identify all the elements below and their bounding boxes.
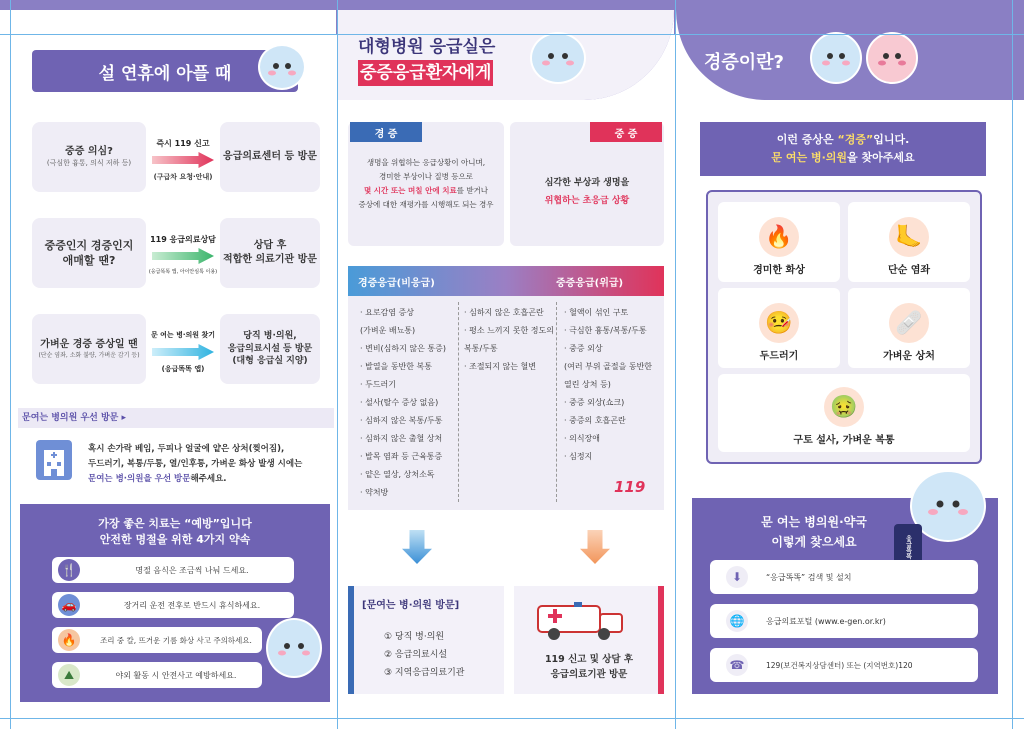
grade-col-3 <box>564 304 662 466</box>
row-2-destination <box>220 218 320 288</box>
right-title: 경증이란? <box>704 52 784 73</box>
row-2-dest: 상담 후 <box>253 240 287 251</box>
mild-symptom-1: · 요로감염 증상 <box>360 308 414 317</box>
food-icon: 🍴 <box>58 559 80 581</box>
row-2-arrow <box>152 248 214 264</box>
card-burn-label: 경미한 화상 <box>753 265 805 276</box>
row-3-condition <box>32 314 146 384</box>
wound-icon: 🩹 <box>889 303 929 343</box>
find-title-2: 이렇게 찾으세요 <box>771 535 857 549</box>
severe-label: 중 증 <box>590 122 662 142</box>
promise-3-text: 조리 중 칼, 뜨거운 기름 화상 사고 주의하세요. <box>100 635 252 645</box>
grade-col-1 <box>360 304 458 502</box>
severe-symptom-8: · 의식장애 <box>564 434 600 443</box>
mid-symptom-3: 복통/두통 <box>464 344 498 353</box>
middle-title-1: 대형병원 응급실은 <box>358 37 496 57</box>
row-3-arrow-sub: (응급똑똑 앱) <box>161 365 205 373</box>
row-3-dest: 당직 병·의원, <box>243 331 297 342</box>
logo-119: 119 <box>614 478 646 496</box>
ambulance-icon <box>534 598 644 644</box>
priority-text <box>88 442 328 487</box>
mild-symptom-2: (가벼운 배뇨통) <box>360 326 416 335</box>
card-burn <box>718 202 840 282</box>
way-2-text: 응급의료포털 (www.e-gen.or.kr) <box>766 616 886 626</box>
divider-1 <box>458 302 459 502</box>
app-badge: 응급똑똑 <box>894 524 922 570</box>
card-wound-label: 가벼운 상처 <box>883 351 935 362</box>
priority-highlight: 문여는 병·의원을 우선 방문 <box>88 474 191 484</box>
grade-left: 경증응급(비응급) <box>358 278 435 289</box>
card-sprain-label: 단순 염좌 <box>887 265 931 276</box>
find-title-1: 문 여는 병의원·약국 <box>761 515 867 529</box>
severe-symptom-5: 열린 상처 등) <box>564 380 611 389</box>
hives-icon: 🤒 <box>759 303 799 343</box>
guide-fold-1 <box>337 0 338 729</box>
row-3-dest-sub: 응급의료시설 등 방문 <box>227 343 313 354</box>
right-panel <box>676 0 1024 729</box>
priority-line-1: 혹시 손가락 베임, 두피나 얼굴에 얕은 상처(찢어짐), <box>88 444 285 454</box>
mild-text-4: 를 받거나 <box>456 186 489 195</box>
row-3-arrow-label: 문 여는 병·의원 찾기 <box>150 331 216 339</box>
car-icon: 🚗 <box>58 594 80 616</box>
sub-2a: 문 여는 병·의원 <box>771 151 847 164</box>
mild-text-1: 생명을 위협하는 응급상황이 아니며, <box>366 158 486 167</box>
mid-symptom-4: · 조절되지 않는 혈변 <box>464 362 536 371</box>
row-2-cond-sub: 애매할 땐? <box>62 254 116 267</box>
hospital-icon <box>36 440 72 480</box>
card-vomit-label: 구토 설사, 가벼운 복통 <box>793 435 895 446</box>
row-3-dest-sub2: (대형 응급실 지양) <box>232 356 308 367</box>
prevention-title-2: 안전한 명절을 위한 4가지 약속 <box>99 533 251 546</box>
call-text-2: 응급의료기관 방문 <box>550 669 628 680</box>
arrow-down-mild <box>402 530 432 564</box>
promise-2 <box>52 592 294 618</box>
row-3-arrow <box>152 344 214 360</box>
mild-text <box>350 156 502 212</box>
mild-symptom-10: · 얕은 열상, 상처소독 <box>360 470 435 479</box>
row-2-condition <box>32 218 146 288</box>
guide-top <box>0 34 1024 35</box>
row-1-arrow-sub: (구급차 요청·안내) <box>153 173 213 181</box>
visit-title: [문여는 병·의원 방문] <box>362 600 460 611</box>
way-1 <box>710 560 978 594</box>
visit-item-2: ② 응급의료시설 <box>384 650 448 660</box>
visit-item-1: ① 당직 병·의원 <box>384 632 445 642</box>
priority-line-2: 두드러기, 복통/두통, 열/인후통, 가벼운 화상 발생 시에는 <box>88 459 303 469</box>
severe-text <box>510 174 664 210</box>
way-3 <box>710 648 978 682</box>
middle-panel <box>338 0 674 729</box>
mild-symptom-5: · 두드러기 <box>360 380 396 389</box>
sub-1c: 입니다. <box>873 133 910 146</box>
card-hives <box>718 288 840 368</box>
middle-title-2: 중증응급환자에게 <box>358 60 493 86</box>
severe-symptom-1: · 혈액이 섞인 구토 <box>564 308 629 317</box>
row-1-arrow-label: 즉시 119 신고 <box>156 139 210 148</box>
row-1-destination: 응급의료센터 등 방문 <box>220 122 320 192</box>
row-2-cond: 중증인지 경증인지 <box>44 238 134 252</box>
promise-2-text: 장거리 운전 전후로 반드시 휴식하세요. <box>123 600 261 610</box>
vomit-icon: 🤢 <box>824 387 864 427</box>
grade-right: 중증응급(위급) <box>556 278 624 289</box>
mid-symptom-1: · 심하지 않은 호흡곤란 <box>464 308 544 317</box>
card-vomit <box>718 374 970 452</box>
guide-right <box>1012 0 1013 729</box>
mild-label: 경 증 <box>350 122 422 142</box>
mascot-blue-icon <box>810 32 862 84</box>
severe-text-2: 위협하는 초응급 상황 <box>544 196 630 206</box>
row-2-arrow-label: 119 응급의료상담 <box>150 235 216 244</box>
sprain-icon: 🦶 <box>889 217 929 257</box>
mascot-pink-icon <box>866 32 918 84</box>
mascot-icon <box>258 44 306 90</box>
severe-symptom-6: · 중증 외상(쇼크) <box>564 398 625 407</box>
download-icon: ⬇ <box>726 566 748 588</box>
prevention-title <box>20 516 330 548</box>
promise-4 <box>52 662 262 688</box>
priority-tail: 해주세요. <box>190 474 227 484</box>
card-sprain <box>848 202 970 282</box>
promise-3 <box>52 627 262 653</box>
row-3-cond: 가벼운 경증 증상일 땐 <box>40 338 138 350</box>
mild-symptom-8: · 심하지 않은 출혈 상처 <box>360 434 443 443</box>
row-3-destination <box>220 314 320 384</box>
row-1-arrow <box>152 152 214 168</box>
mild-symptom-7: · 심하지 않은 복통/두통 <box>360 416 443 425</box>
sub-1a: 이런 증상은 <box>776 133 838 146</box>
mild-symptom-9: · 발목 염좌 등 근육통증 <box>360 452 443 461</box>
grade-col-2 <box>464 304 558 376</box>
row-3-cond-sub: (단순 염좌, 소화 불량, 가벼운 감기 등) <box>38 351 140 359</box>
left-title: 설 연휴에 아플 때 <box>32 50 298 92</box>
mascot-bottom-icon <box>266 618 322 678</box>
row-1-condition <box>32 122 146 192</box>
promise-4-text: 야외 활동 시 안전사고 예방하세요. <box>115 670 237 680</box>
visit-list <box>384 628 464 682</box>
way-3-text: 129(보건복지상담센터) 또는 (지역번호)120 <box>766 660 913 670</box>
mild-text-3: 몇 시간 또는 며칠 안에 치료 <box>363 186 457 195</box>
fire-icon: 🔥 <box>58 629 80 651</box>
priority-tag: 문여는 병의원 우선 방문 ▸ <box>18 408 334 428</box>
mild-text-2: 경미한 부상이나 질병 등으로 <box>378 172 474 181</box>
call-text-1: 119 신고 및 상담 후 <box>544 654 634 665</box>
severe-symptom-3: · 중증 외상 <box>564 344 603 353</box>
way-1-text: “응급똑똑” 검색 및 설치 <box>766 572 852 582</box>
guide-left <box>10 0 11 729</box>
severe-symptom-4: (여러 부위 골절을 동반한 <box>564 362 653 371</box>
mild-symptom-3: · 변비(심하지 않은 통증) <box>360 344 446 353</box>
guide-fold-2 <box>675 0 676 729</box>
row-1-cond-sub: (극심한 흉통, 의식 저하 등) <box>46 159 132 168</box>
severe-symptom-7: · 중증의 호흡곤란 <box>564 416 626 425</box>
left-panel <box>0 10 336 729</box>
mid-symptom-2: · 평소 느끼지 못한 정도의 <box>464 326 554 335</box>
card-hives-label: 두드러기 <box>759 351 799 362</box>
globe-icon: 🌐 <box>726 610 748 632</box>
sub-2b: 을 찾아주세요 <box>847 151 915 164</box>
prevention-title-1: 가장 좋은 치료는 “예방”입니다 <box>98 517 252 530</box>
call-text <box>514 652 664 682</box>
middle-title <box>358 34 495 86</box>
mild-text-5: 증상에 대한 재평가를 시행해도 되는 경우 <box>358 200 494 209</box>
severe-symptom-2: · 극심한 흉통/복통/두통 <box>564 326 647 335</box>
phone-icon: ☎ <box>726 654 748 676</box>
mild-definition-banner <box>700 122 986 176</box>
severe-text-1: 심각한 부상과 생명을 <box>544 178 630 188</box>
burn-icon: 🔥 <box>759 217 799 257</box>
visit-item-3: ③ 지역응급의료기관 <box>384 668 465 678</box>
row-1-cond: 중증 의심? <box>65 146 113 158</box>
way-2 <box>710 604 978 638</box>
severe-symptom-9: · 심정지 <box>564 452 593 461</box>
promise-1-text: 명절 음식은 조금씩 나눠 드세요. <box>135 565 249 575</box>
mild-symptom-4: · 발열을 동반한 복통 <box>360 362 432 371</box>
mild-symptom-11: · 약처방 <box>360 488 389 497</box>
promise-1 <box>52 557 294 583</box>
mountain-icon: ⛰ <box>58 664 80 686</box>
row-2-dest-sub: 적합한 의료기관 방문 <box>223 254 317 265</box>
card-wound <box>848 288 970 368</box>
arrow-down-severe <box>580 530 610 564</box>
sub-1b: “경증” <box>837 133 874 146</box>
guide-bottom <box>0 718 1024 719</box>
mascot-nurse-icon <box>530 32 586 84</box>
mild-symptom-6: · 설사(탈수 증상 없음) <box>360 398 439 407</box>
row-2-arrow-sub: (응급똑똑 앱, 아이안심톡 이용) <box>148 269 218 275</box>
